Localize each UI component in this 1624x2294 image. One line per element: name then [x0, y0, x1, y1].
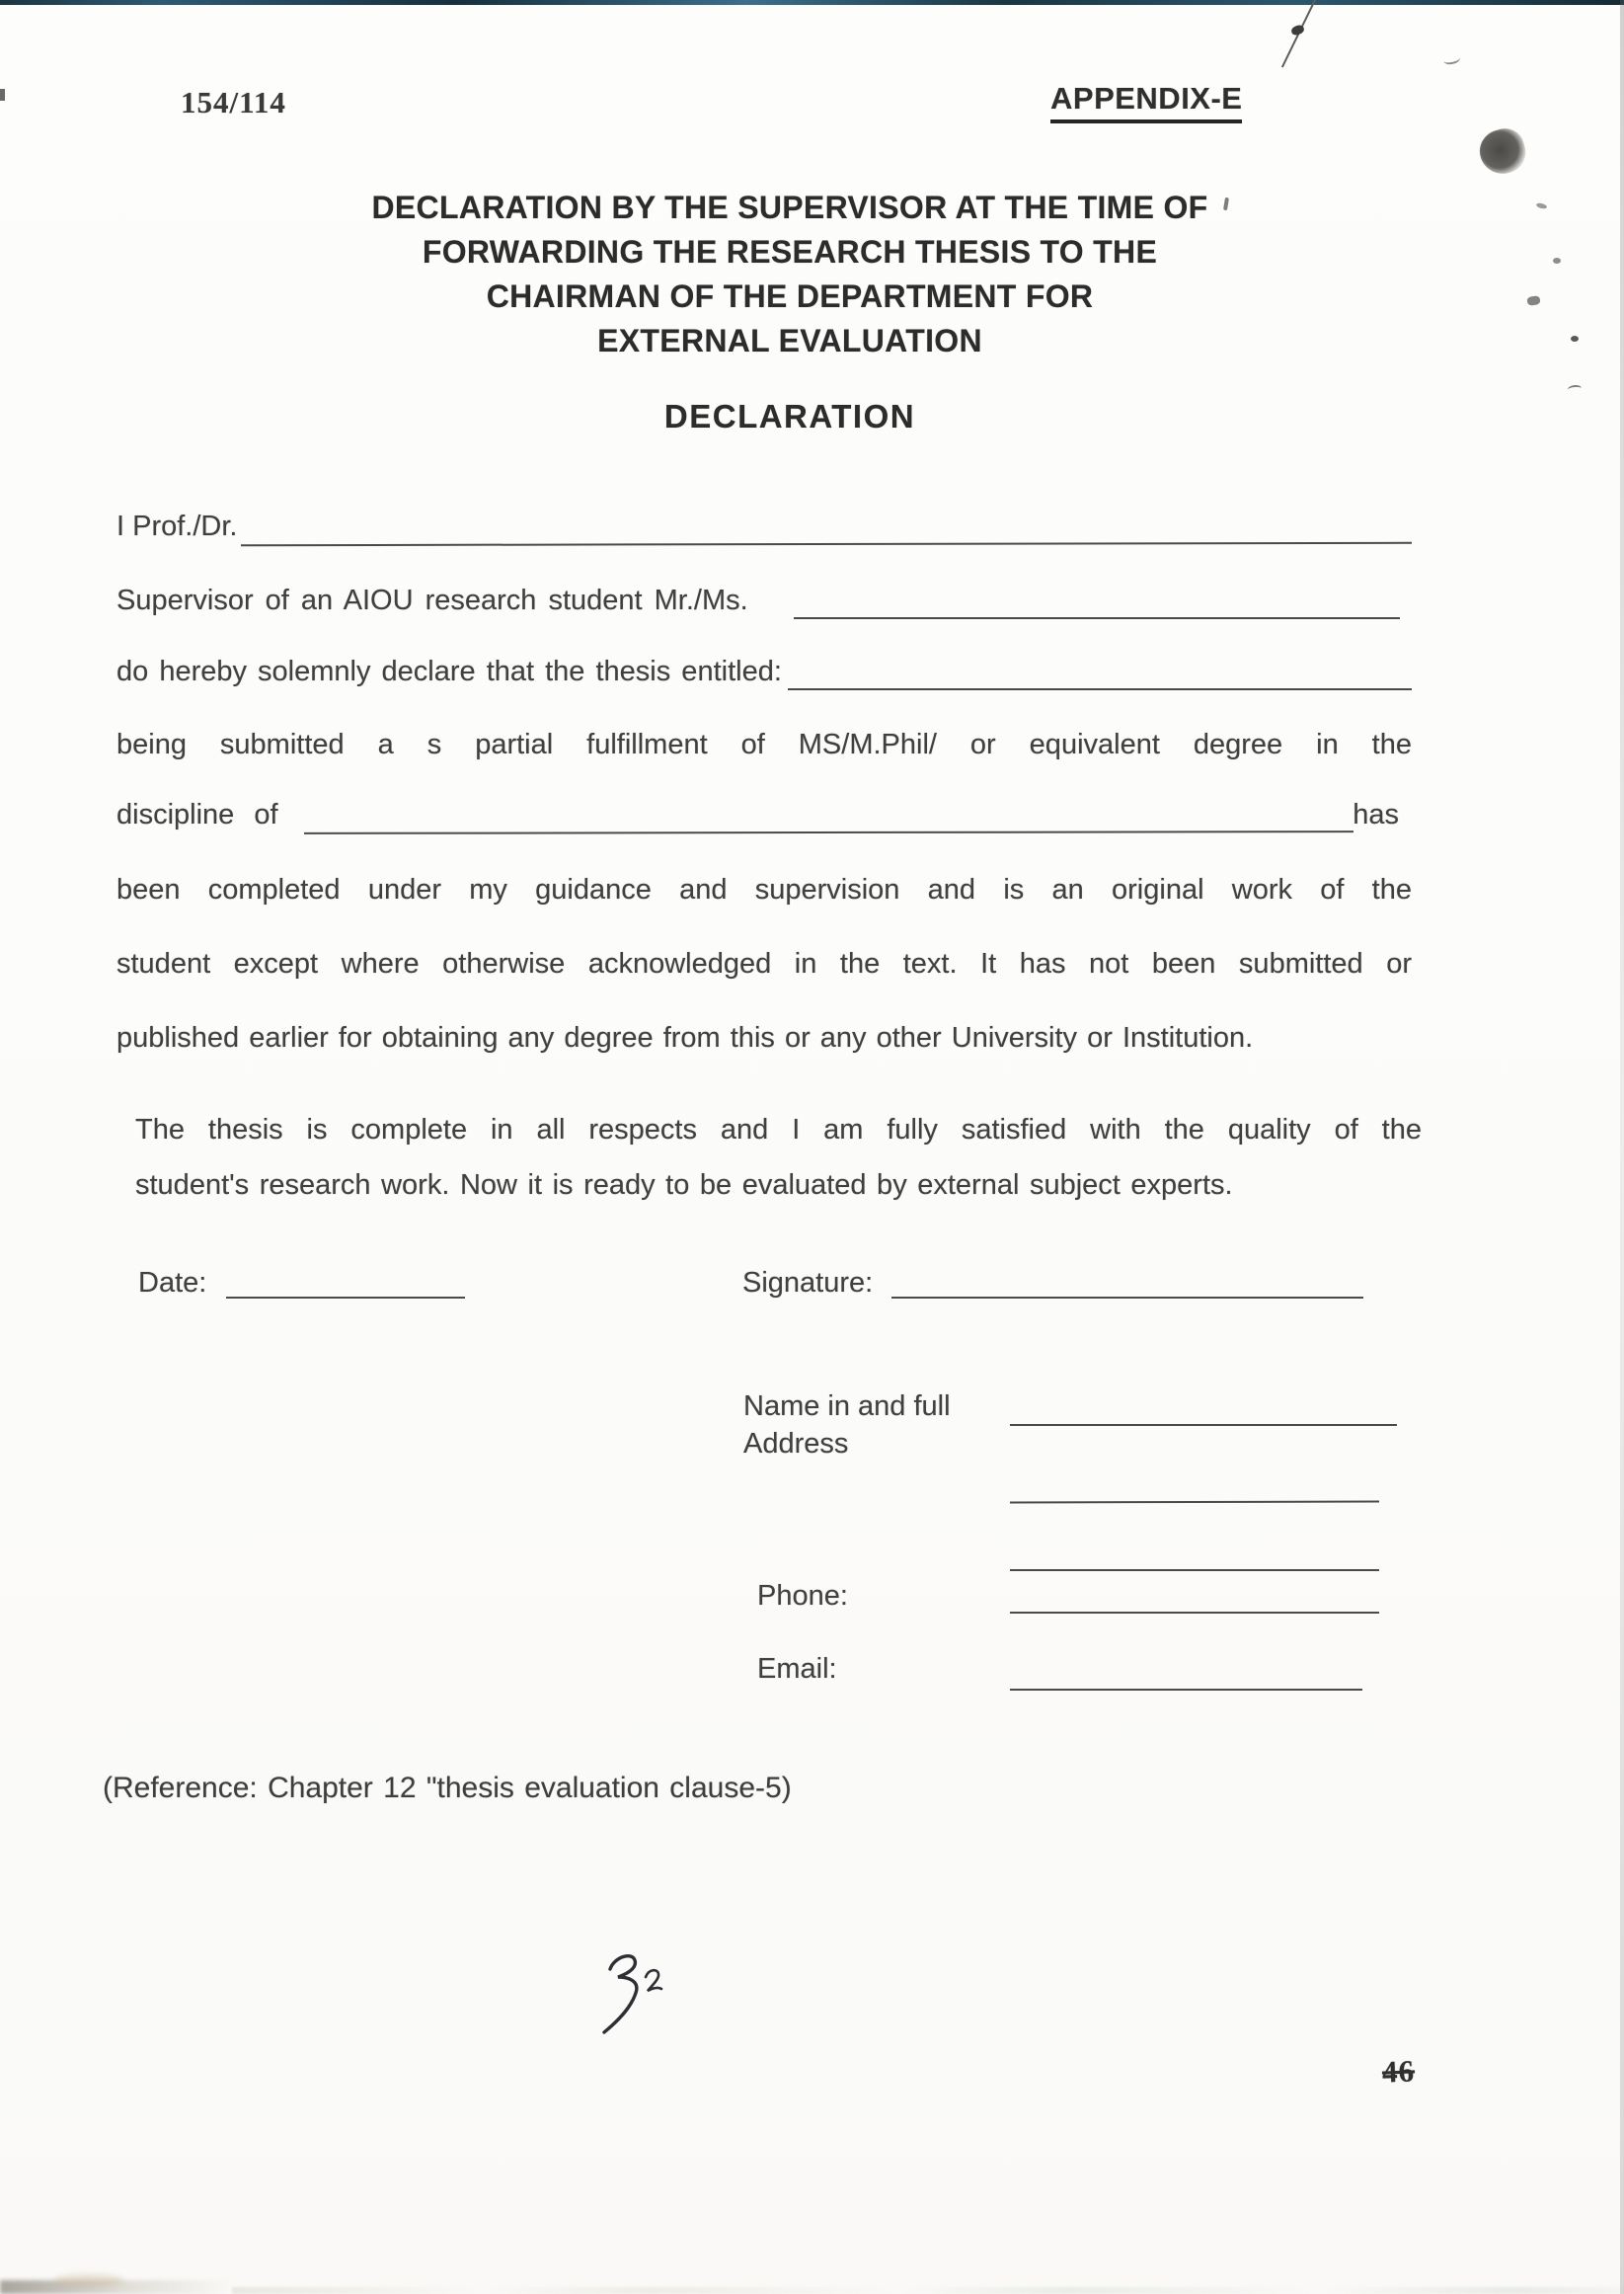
- page-corner-reference: 154/114: [181, 85, 286, 119]
- appendix-label: APPENDIX-E: [1050, 81, 1242, 123]
- being-submitted-line: being submitted a s partial fulfillment of MS/M.Phil/ or equivalent degree in the: [116, 729, 1412, 760]
- signature-blank-line: [891, 1293, 1363, 1299]
- document-title-line: DECLARATION BY THE SUPERVISOR AT THE TIME OF: [371, 190, 1208, 225]
- document-title-line: CHAIRMAN OF THE DEPARTMENT FOR: [486, 278, 1094, 314]
- page-number: 46: [1381, 2053, 1416, 2090]
- prof-name-line: [116, 506, 1412, 545]
- has-word: has: [1353, 799, 1399, 831]
- scan-top-binding-strip: [0, 0, 1624, 5]
- address-blank-line-1: [1010, 1420, 1397, 1426]
- phone-blank-line: [1010, 1608, 1379, 1614]
- prof-name-label: I Prof./Dr.: [116, 511, 238, 542]
- scan-right-edge-shadow: [1620, 0, 1624, 2294]
- scan-speck: [1290, 24, 1305, 37]
- discipline-line: [116, 794, 1399, 833]
- document-title-line: EXTERNAL EVALUATION: [597, 323, 982, 358]
- published-earlier-line: published earlier for obtaining any degree from this or any other University or Institution.: [116, 1022, 1254, 1054]
- declaration-subtitle: DECLARATION: [663, 398, 916, 435]
- closing-paragraph-line: The thesis is complete in all respects and I am fully satisfied with the quality of the: [135, 1114, 1422, 1146]
- thesis-entitled-label: do hereby solemnly declare that the thesis entitled:: [116, 656, 782, 687]
- email-blank-line: [1010, 1685, 1362, 1691]
- student-name-blank-line: [794, 613, 1400, 619]
- reference-note: (Reference: Chapter 12 "thesis evaluation clause-5): [103, 1772, 792, 1804]
- scan-speck: [1553, 258, 1561, 264]
- scan-speck: [1442, 52, 1461, 65]
- address-blank-line-2: [1010, 1497, 1379, 1504]
- completed-line: been completed under my guidance and supervision and is an original work of the: [116, 874, 1412, 906]
- thesis-entitled-line: [116, 651, 1412, 690]
- signature-label: Signature:: [742, 1267, 874, 1299]
- scan-bottom-smudge: [54, 2274, 123, 2286]
- phone-label: Phone:: [757, 1580, 848, 1612]
- handwritten-mark: [588, 1938, 682, 2046]
- thesis-title-blank-line: [788, 684, 1412, 690]
- date-blank-line: [226, 1293, 465, 1299]
- supervisor-student-line: [116, 580, 1400, 619]
- name-address-label-line1: Name in and full: [743, 1390, 951, 1422]
- address-blank-line-3: [1010, 1565, 1379, 1571]
- scan-speck: [1568, 384, 1583, 393]
- scan-bottom-smudge: [232, 2287, 1624, 2294]
- document-title-line: FORWARDING THE RESEARCH THESIS TO THE: [422, 234, 1158, 270]
- discipline-label: discipline of: [116, 799, 278, 831]
- ink-blot: [1475, 124, 1530, 179]
- supervisor-student-label: Supervisor of an AIOU research student Mr./Ms.: [116, 585, 748, 616]
- name-address-label-line2: Address: [743, 1428, 849, 1460]
- email-label: Email:: [757, 1653, 837, 1685]
- scan-speck: [0, 89, 5, 101]
- prof-name-blank-line: [241, 538, 1412, 546]
- date-label: Date:: [138, 1267, 207, 1299]
- student-except-line: student except where otherwise acknowledged in the text. It has not been submitted or: [116, 948, 1412, 980]
- discipline-blank-line: [304, 827, 1353, 834]
- scan-speck: [1571, 336, 1579, 342]
- closing-paragraph-line: student's research work. Now it is ready to be evaluated by external subject experts.: [135, 1169, 1233, 1201]
